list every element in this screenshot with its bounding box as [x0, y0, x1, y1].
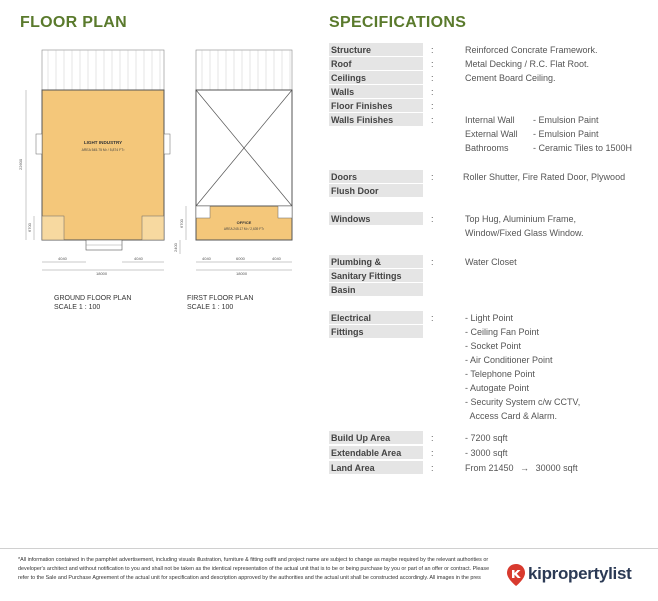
first-floor-plan [173, 50, 292, 276]
floor-plans-drawing [0, 44, 320, 294]
arrow-right-icon: → [520, 463, 530, 473]
electrical-item: - Ceiling Fan Point [465, 327, 540, 337]
ground-total-width: 18000 [96, 271, 108, 276]
disclaimer-text: *All information contained in the pamphlet advertisement, including visuals illustration, furniture & fitting outfit and project name are subject to change as maybe required by the relevant authorities or developer's architect and without notification to you and shall not be taken as the identical representation of the actual unit that is to be or being purchase by you or part of an offer or contract. Please refer to the Sale and Purchase Agreement of the actual unit for specification and description approved by the authorities and the actual unit shall be constructed accordingly. All images in the pres [18, 557, 490, 581]
first-caption-line1: FIRST FLOOR PLAN [187, 295, 254, 302]
specifications-title: SPECIFICATIONS [329, 14, 467, 31]
first-upper-depth: 6700 [179, 219, 184, 228]
first-mid-bay: 6000 [236, 256, 245, 261]
ground-left-bay: 4040 [58, 256, 67, 261]
ground-right-bay: 4040 [134, 256, 143, 261]
ground-caption-line2: SCALE 1 : 100 [54, 304, 101, 311]
land-area-from: From 21450 [465, 463, 514, 473]
specifications-table: Structure : Reinforced Concrate Framework. Roof : Metal Decking / R.C. Flat Root. Ceilings : Cement Board Ceiling. Walls : Floor Finishes : Walls Finishes : Internal Wall - Emulsion Paint External Wall - Emulsion Paint Bathrooms - Ceramic Tiles to 1500H Doors : Roller Shutter, Fire Rated Door, Plywood Flush Door Windows : Top Hug, Aluminium Frame, Window/Fixed Glass Window. Plumbing & Sanitary Fittings Basin : Water Closet Electrical Fittings : - Light Point - Ceiling Fan Point - Socket Point - Air Conditioner Point - Telephone Point - Autogate Point - Security System c/w CCTV, Access Card & Alarm. Build Up Area : - 7200 sqft Extendable Area : - 3000 sqft Land Area : From 21450 → 30000 sqft [331, 45, 633, 473]
first-caption-line2: SCALE 1 : 100 [187, 304, 234, 311]
ground-room-area: AREA 545.75 M² / 5,874 FT² [81, 148, 125, 152]
first-right-bay: 4040 [272, 256, 281, 261]
electrical-item: - Socket Point [465, 341, 522, 351]
map-pin-icon [506, 563, 526, 587]
first-floor-caption [187, 294, 253, 312]
ground-floor-plan [18, 50, 170, 276]
ground-room-name: LIGHT INDUSTRY [83, 140, 123, 145]
electrical-item: - Autogate Point [465, 383, 530, 393]
electrical-item: Access Card & Alarm. [465, 411, 558, 421]
electrical-item: - Light Point [465, 313, 514, 323]
brand-logo[interactable] [498, 558, 654, 592]
first-room-area: AREA 245.17 M² / 2,639 FT² [223, 227, 265, 231]
ground-overall-depth: 22600 [18, 158, 23, 170]
electrical-item: - Security System c/w CCTV, [465, 397, 581, 407]
land-area-to: 30000 sqft [535, 463, 578, 473]
spec-label: Structure [331, 45, 372, 55]
electrical-item: - Telephone Point [465, 369, 535, 379]
ground-lower-depth: 6700 [27, 223, 32, 232]
first-total-width: 18000 [236, 271, 248, 276]
first-lower-bay: 2400 [173, 243, 178, 252]
brand-name: kipropertylist [528, 564, 632, 583]
electrical-item: - Air Conditioner Point [465, 355, 553, 365]
floor-plan-title: FLOOR PLAN [20, 14, 127, 31]
ground-caption-line1: GROUND FLOOR PLAN [54, 295, 132, 302]
first-room-name: OFFICE [236, 220, 252, 225]
spec-value: Reinforced Concrate Framework. [465, 45, 598, 55]
first-left-bay: 4040 [202, 256, 211, 261]
ground-floor-caption [54, 294, 131, 312]
